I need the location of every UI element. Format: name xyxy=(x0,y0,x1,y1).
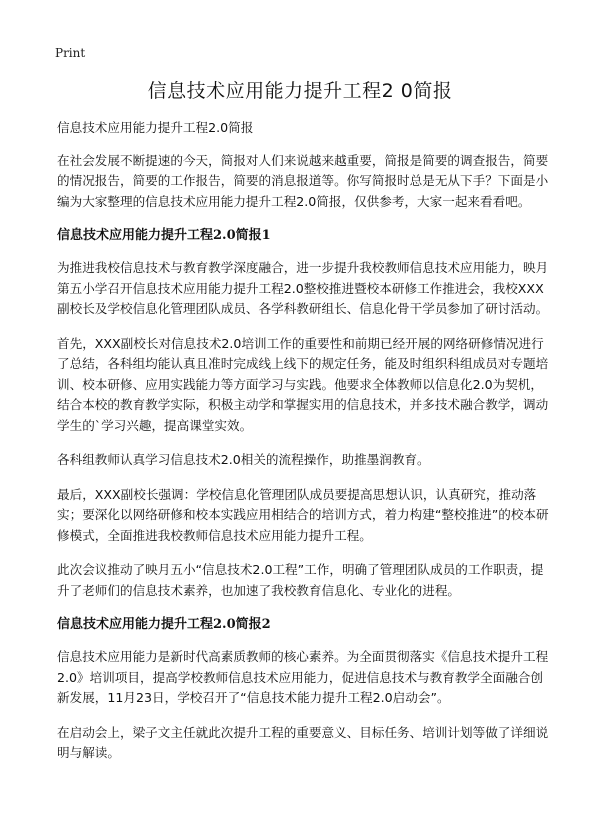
article-subtitle: 信息技术应用能力提升工程2.0简报 xyxy=(57,120,254,135)
print-link[interactable]: Print xyxy=(55,46,86,60)
section-2-paragraph: 在启动会上，梁子文主任就此次提升工程的重要意义、目标任务、培训计划等做了详细说明与解读。 xyxy=(57,724,549,760)
section-2-paragraph: 信息技术应用能力是新时代高素质教师的核心素养。为全面贯彻落实《信息技术提升工程2.0》培训项目，提高学校教师信息技术应用能力，促进信息技术与教育教学全面融合创新发展，11月23日，学校召开了“信息技术能力提升工程2.0启动会”。 xyxy=(57,649,549,705)
article-body xyxy=(57,118,549,778)
section-1-paragraph: 各科组教师认真学习信息技术2.0相关的流程操作，助推墨润教育。 xyxy=(57,452,430,467)
section-1-paragraph: 为推进我校信息技术与教育教学深度融合，进一步提升我校教师信息技术应用能力，映月第五小学召开信息技术应用能力提升工程2.0整校推进暨校本研修工作推进会，我校XXX副校长及学校信息化管理团队成员、各学科教研组长、信息化骨干学员参加了研讨活动。 xyxy=(57,260,549,316)
section-heading-2: 信息技术应用能力提升工程2.0简报2 xyxy=(57,617,271,632)
page-title: 信息技术应用能力提升工程2 0简报 xyxy=(147,80,453,102)
section-1-paragraph: 首先，XXX副校长对信息技术2.0培训工作的重要性和前期已经开展的网络研修情况进行了总结，各科组均能认真且准时完成线上线下的规定任务，能及时组织科组成员对专题培训、校本研修、应用实践能力等方面学习与实践。他要求全体教师以信息化2.0为契机，结合本校的教育教学实际，积极主动学和掌握实用的信息技术，并多技术融合教学，调动学生的`学习兴趣，提高课堂实效。 xyxy=(57,335,549,433)
section-1-paragraph: 此次会议推动了映月五小“信息技术2.0工程”工作，明确了管理团队成员的工作职责，提升了老师们的信息技术素养，也加速了我校教育信息化、专业化的进程。 xyxy=(57,562,544,598)
intro-paragraph: 在社会发展不断提速的今天，简报对人们来说越来越重要，简报是简要的调查报告，简要的情况报告，简要的工作报告，简要的消息报道等。你写简报时总是无从下手？下面是小编为大家整理的信息技术应用能力提升工程2.0简报，仅供参考，大家一起来看看吧。 xyxy=(57,152,549,209)
section-heading-1: 信息技术应用能力提升工程2.0简报1 xyxy=(57,228,271,243)
section-1-paragraph: 最后，XXX副校长强调：学校信息化管理团队成员要提高思想认识，认真研究，推动落实；要深化以网络研修和校本实践应用相结合的培训方式，着力构建“整校推进”的校本研修模式，全面推进我校教师信息技术应用能力提升工程。 xyxy=(57,486,549,543)
